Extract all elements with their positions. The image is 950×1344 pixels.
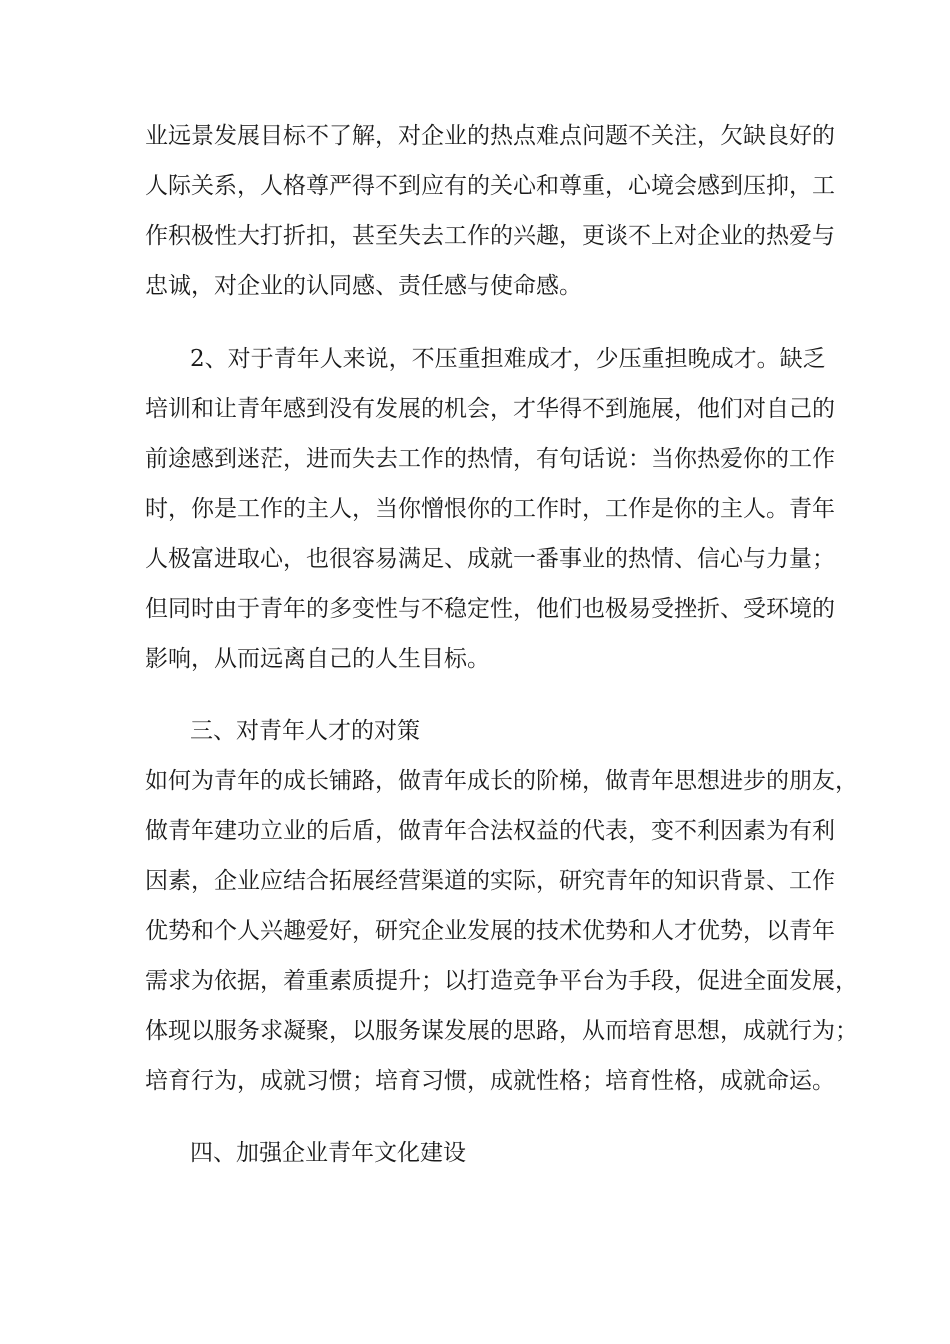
paragraph-2-line-6: 但同时由于青年的多变性与不稳定性，他们也极易受挫折、受环境的: [145, 596, 835, 622]
paragraph-2-line-4: 时，你是工作的主人，当你憎恨你的工作时，工作是你的主人。青年: [145, 496, 835, 522]
paragraph-1-line-2: 人际关系，人格尊严得不到应有的关心和尊重，心境会感到压抑，工: [145, 173, 835, 199]
paragraph-3-line-7: 培育行为，成就习惯；培育习惯，成就性格；培育性格，成就命运。: [145, 1068, 835, 1094]
paragraph-1-line-4: 忠诚，对企业的认同感、责任感与使命感。: [145, 273, 582, 299]
paragraph-2-line-7: 影响，从而远离自己的人生目标。: [145, 646, 490, 672]
paragraph-1-line-1: 业远景发展目标不了解，对企业的热点难点问题不关注，欠缺良好的: [145, 123, 835, 149]
paragraph-2-line-1: 2、对于青年人来说，不压重担难成才，少压重担晚成才。缺乏: [190, 346, 826, 372]
paragraph-3-line-6: 体现以服务求凝聚，以服务谋发展的思路，从而培育思想，成就行为；: [145, 1018, 858, 1044]
paragraph-1-line-3: 作积极性大打折扣，甚至失去工作的兴趣，更谈不上对企业的热爱与: [145, 223, 835, 249]
paragraph-2-line-3: 前途感到迷茫，进而失去工作的热情，有句话说：当你热爱你的工作: [145, 446, 835, 472]
paragraph-3-line-1: 如何为青年的成长铺路，做青年成长的阶梯，做青年思想进步的朋友，: [145, 768, 858, 794]
paragraph-3-line-3: 因素，企业应结合拓展经营渠道的实际，研究青年的知识背景、工作: [145, 868, 835, 894]
paragraph-3-line-2: 做青年建功立业的后盾，做青年合法权益的代表，变不利因素为有利: [145, 818, 835, 844]
section-4-heading: 四、加强企业青年文化建设: [190, 1140, 466, 1166]
paragraph-2-line-2: 培训和让青年感到没有发展的机会，才华得不到施展，他们对自己的: [145, 396, 835, 422]
paragraph-3-line-4: 优势和个人兴趣爱好，研究企业发展的技术优势和人才优势，以青年: [145, 918, 835, 944]
section-3-heading: 三、对青年人才的对策: [190, 718, 420, 744]
paragraph-2-line-5: 人极富进取心，也很容易满足、成就一番事业的热情、信心与力量；: [145, 546, 835, 572]
paragraph-3-line-5: 需求为依据，着重素质提升；以打造竞争平台为手段，促进全面发展，: [145, 968, 858, 994]
